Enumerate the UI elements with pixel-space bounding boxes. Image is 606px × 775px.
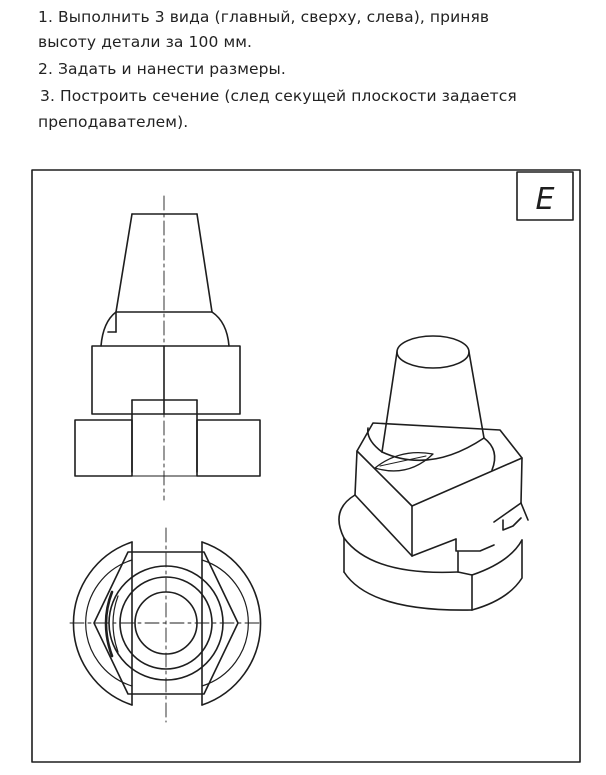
variant-letter: E <box>535 182 555 217</box>
task-item-1: 1. Выполнить 3 вида (главный, сверху, слева), приняв <box>38 8 490 26</box>
task-item-1-continued: высоту детали за 100 мм. <box>38 33 253 51</box>
variant-box <box>517 172 573 220</box>
isometric-view <box>339 336 528 610</box>
front-view <box>75 196 260 500</box>
drawing-frame <box>32 170 580 762</box>
task-item-3-continued: преподавателем). <box>38 113 189 131</box>
task-item-2: 2. Задать и нанести размеры. <box>38 60 286 78</box>
top-view <box>70 528 262 722</box>
task-item-3: 3. Построить сечение (след секущей плоскости задается <box>40 87 517 105</box>
